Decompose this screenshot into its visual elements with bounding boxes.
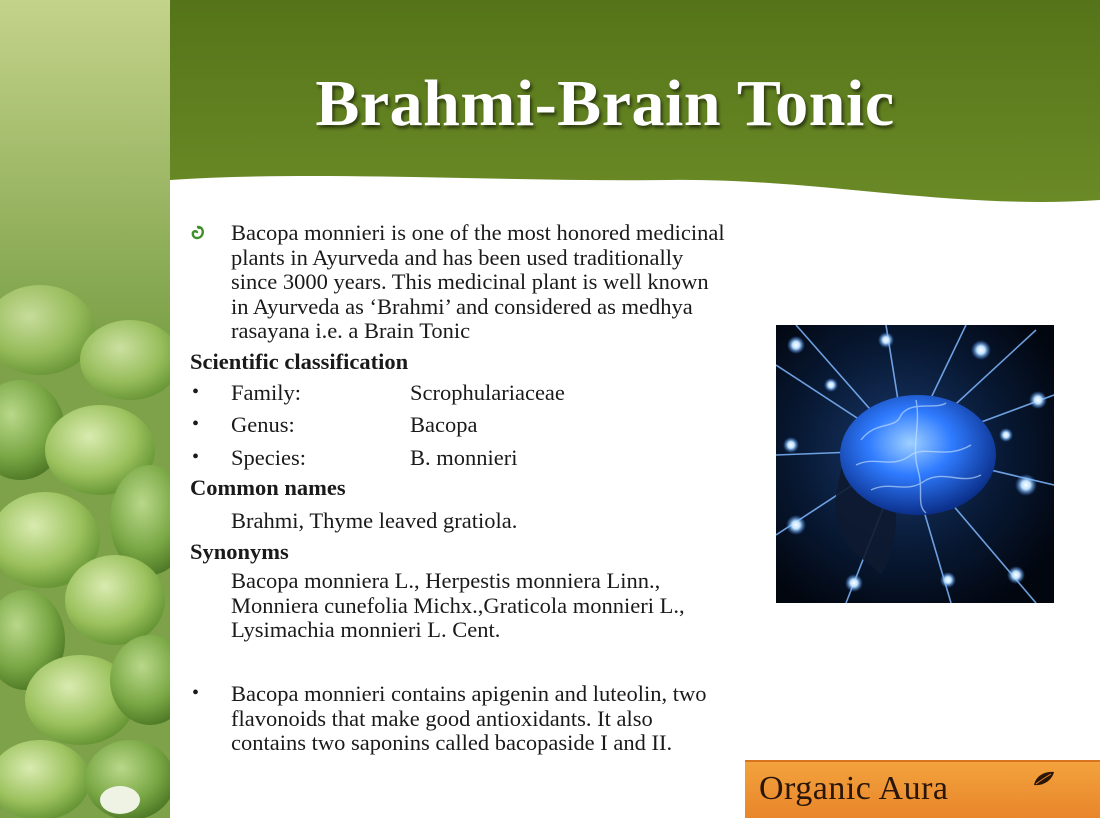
closing-line: flavonoids that make good antioxidants. It also [231, 705, 653, 731]
genus-value: Bacopa [410, 412, 478, 437]
bullet-dot: • [192, 682, 200, 704]
closing-line: contains two saponins called bacopaside I and II. [231, 730, 673, 755]
logo-text: Organic Aura [759, 770, 949, 807]
intro-line: in Ayurveda as ‘Brahmi’ and considered as medhya [231, 293, 693, 319]
synonyms-heading: Synonyms [190, 539, 289, 564]
intro-line: rasayana i.e. a Brain Tonic [231, 318, 471, 343]
common-names-text: Brahmi, Thyme leaved gratiola. [231, 508, 518, 533]
synonym-line: Monniera cunefolia Michx.,Graticola monnieri L., [231, 592, 685, 618]
brain-illustration [776, 325, 1054, 603]
slide-title: Brahmi-Brain Tonic [315, 67, 895, 140]
common-names-heading: Common names [190, 475, 346, 500]
bullet-dot: • [192, 381, 200, 403]
synonym-line: Lysimachia monnieri L. Cent. [231, 617, 501, 642]
species-label: Species: [231, 445, 306, 470]
intro-line: Bacopa monnieri is one of the most honored medicinal [231, 220, 725, 245]
synonym-line: Bacopa monniera L., Herpestis monniera Linn., [231, 568, 661, 593]
glowing-brain-image [776, 325, 1054, 603]
bullet-dot: • [192, 413, 200, 435]
intro-line: plants in Ayurveda and has been used traditionally [231, 244, 684, 270]
synonyms-paragraph [231, 569, 685, 643]
intro-paragraph [231, 221, 725, 344]
family-label: Family: [231, 380, 302, 405]
organic-aura-logo [745, 760, 1100, 818]
bullet-dot: • [192, 446, 200, 468]
closing-line: Bacopa monnieri contains apigenin and luteolin, two [231, 681, 707, 706]
intro-line: since 3000 years. This medicinal plant is well known [231, 269, 709, 294]
genus-label: Genus: [231, 412, 295, 437]
classification-heading: Scientific classification [190, 349, 409, 374]
green-swirl-bullet-icon [190, 225, 206, 241]
closing-paragraph [231, 682, 707, 756]
species-value: B. monnieri [410, 445, 518, 470]
family-value: Scrophulariaceae [410, 380, 565, 405]
leaf-icon [1032, 770, 1056, 788]
